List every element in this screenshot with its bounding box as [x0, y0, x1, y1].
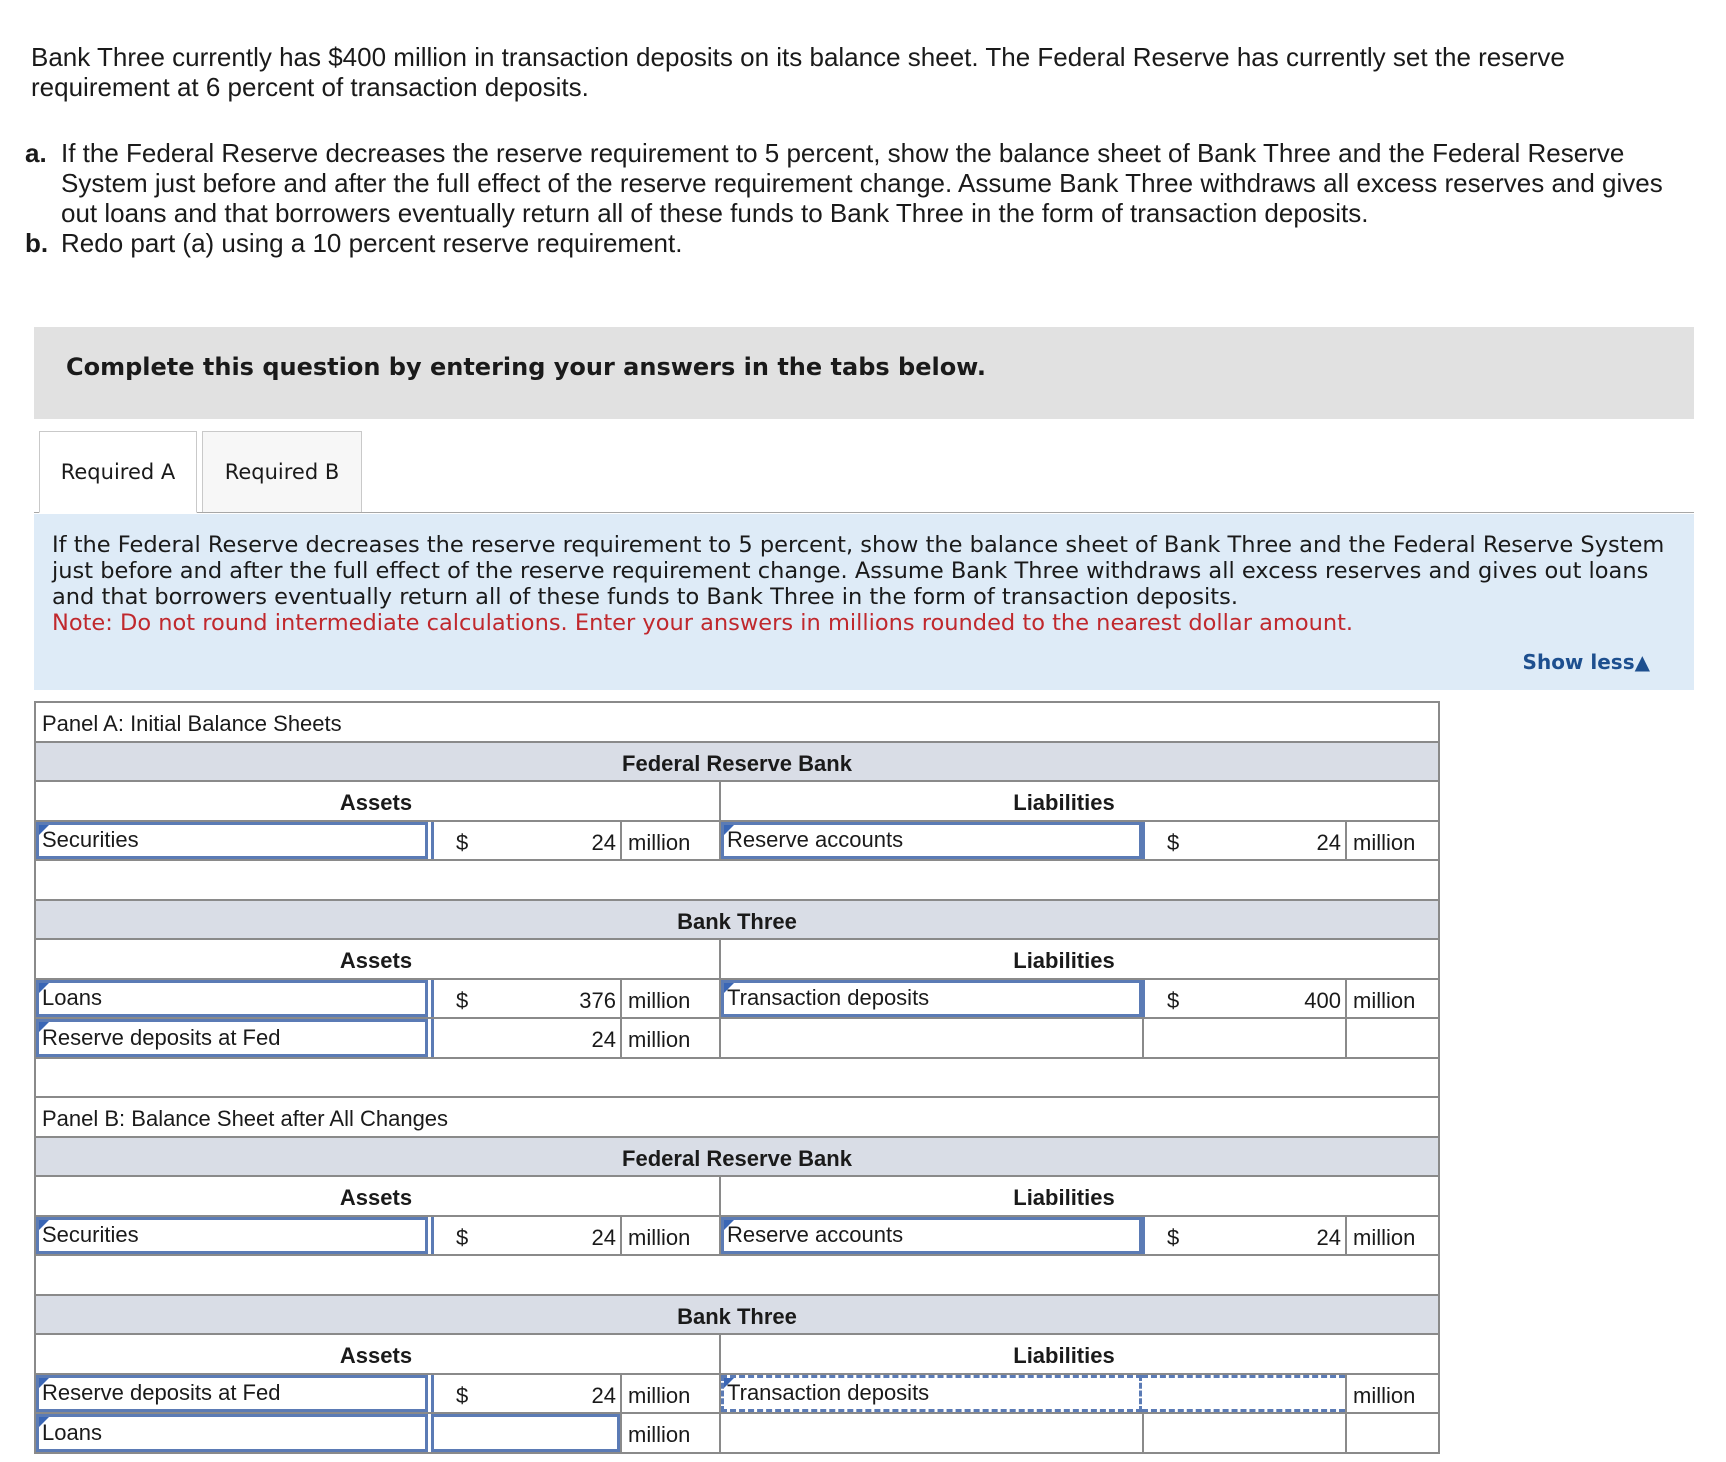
dollar-sign: $ [1167, 987, 1180, 1013]
tab-required-a[interactable]: Required A [39, 431, 197, 513]
panel-a-fed-header [36, 743, 1438, 783]
instructions-note: Note: Do not round intermediate calculations. Enter your answers in millions rounded to the nearest dollar amount. [52, 610, 1354, 636]
panel-a-bank-title: Bank Three [677, 908, 797, 934]
unit-million: million [1353, 1224, 1416, 1250]
unit-million: million [1353, 1382, 1416, 1408]
panel-b-bank-asset1-label[interactable]: Reserve deposits at Fed [36, 1375, 428, 1413]
question-parts [25, 138, 1665, 258]
dollar-sign: $ [456, 829, 469, 855]
assets-header: Assets [339, 948, 413, 973]
panel-b-bank-liab-value-input[interactable] [1142, 1375, 1345, 1413]
panel-b-fed-title: Federal Reserve Bank [622, 1145, 852, 1171]
dollar-sign: $ [1167, 829, 1180, 855]
panel-b-fed-asset-label[interactable]: Securities [36, 1217, 428, 1255]
banner-text: Complete this question by entering your answers in the tabs below. [66, 353, 986, 381]
show-less-label: Show less [1522, 650, 1635, 674]
panel-a-fed-liab-value[interactable]: 24 [1316, 829, 1341, 855]
tab-divider [34, 512, 1694, 513]
panel-b-fed-liab-label[interactable]: Reserve accounts [721, 1217, 1142, 1255]
liabilities-header: Liabilities [1013, 1185, 1115, 1210]
spacer-row [36, 861, 1438, 901]
unit-million: million [628, 1224, 691, 1250]
spacer-row [36, 1256, 1438, 1296]
instructions-text [52, 532, 1677, 636]
question-intro: Bank Three currently has $400 million in transaction deposits on its balance sheet. The Federal Reserve has currently set the reserve requirement at 6 percent of transaction deposits. [31, 42, 1565, 102]
panel-b-bank-asset2-label[interactable]: Loans [36, 1414, 428, 1452]
panel-a-title: Panel A: Initial Balance Sheets [42, 711, 342, 736]
dollar-sign: $ [1167, 1224, 1180, 1250]
panel-a-bank-row-2 [36, 1019, 1438, 1059]
panel-a-bank-liab-value[interactable]: 400 [1304, 987, 1341, 1013]
panel-a-bank-row-1 [36, 980, 1438, 1020]
instruction-banner [34, 327, 1694, 419]
triangle-up-icon: ▲ [1634, 650, 1650, 674]
panel-a-bank-liab-label[interactable]: Transaction deposits [721, 980, 1142, 1018]
unit-million: million [1353, 987, 1416, 1013]
dollar-sign: $ [456, 987, 469, 1013]
unit-million: million [628, 987, 691, 1013]
part-a [25, 138, 1665, 228]
part-a-letter: a. [25, 138, 47, 168]
panel-b-bank-row-1 [36, 1375, 1438, 1415]
part-a-text: If the Federal Reserve decreases the reserve requirement to 5 percent, show the balance sheet of Bank Three and the Federal Reserve System just before and after the full effect of the reserve requirement change. Assume Bank Three withdraws all excess reserves and gives out loans and that borrowers eventually return all of these funds to Bank Three in the form of transaction deposits. [61, 138, 1663, 228]
panel-b-bank-title: Bank Three [677, 1303, 797, 1329]
panel-a-fed-row [36, 822, 1438, 862]
panel-b-bank-header [36, 1296, 1438, 1336]
assets-header: Assets [339, 1343, 413, 1368]
unit-million: million [628, 1422, 691, 1447]
liabilities-header: Liabilities [1013, 790, 1115, 815]
panel-a-fed-title: Federal Reserve Bank [622, 750, 852, 776]
spacer-row [36, 1059, 1438, 1099]
panel-b-bank-asset2-value-input[interactable] [431, 1414, 620, 1452]
instructions-body: If the Federal Reserve decreases the reserve requirement to 5 percent, show the balance sheet of Bank Three and the Federal Reserve System just before and after the full effect of the reserve requirement change. Assume Bank Three withdraws all excess reserves and gives out loans and that borrowers eventually return all of these funds to Bank Three in the form of transaction deposits. [52, 532, 1665, 610]
panel-a-fed-asset-label[interactable]: Securities [36, 822, 428, 860]
panel-a-bank-asset1-label[interactable]: Loans [36, 980, 428, 1018]
panel-b-title-row [36, 1098, 1438, 1138]
tab-required-b[interactable]: Required B [202, 431, 362, 513]
panel-a-bank-col-headers [36, 940, 1438, 980]
part-b [25, 228, 1665, 258]
panel-b-bank-col-headers [36, 1335, 1438, 1375]
panel-b-fed-header [36, 1138, 1438, 1178]
unit-million: million [628, 829, 691, 855]
balance-sheet-table [34, 701, 1440, 1454]
panel-b-fed-asset-value[interactable]: 24 [591, 1224, 616, 1250]
show-less-link[interactable] [1523, 649, 1650, 675]
assets-header: Assets [339, 1185, 413, 1210]
panel-a-fed-liab-label[interactable]: Reserve accounts [721, 822, 1142, 860]
panel-a-fed-col-headers [36, 782, 1438, 822]
part-b-text: Redo part (a) using a 10 percent reserve requirement. [61, 228, 683, 258]
liabilities-header: Liabilities [1013, 948, 1115, 973]
panel-b-fed-row [36, 1217, 1438, 1257]
panel-a-fed-asset-value[interactable]: 24 [591, 829, 616, 855]
panel-b-title: Panel B: Balance Sheet after All Changes [42, 1106, 449, 1131]
unit-million: million [1353, 829, 1416, 855]
panel-a-bank-asset2-value[interactable]: 24 [591, 1027, 616, 1052]
dollar-sign: $ [456, 1224, 469, 1250]
dollar-sign: $ [456, 1382, 469, 1408]
panel-a-bank-header [36, 901, 1438, 941]
panel-b-fed-liab-value[interactable]: 24 [1316, 1224, 1341, 1250]
liabilities-header: Liabilities [1013, 1343, 1115, 1368]
panel-b-bank-row-2 [36, 1414, 1438, 1454]
panel-b-bank-liab-label[interactable]: Transaction deposits [721, 1375, 1142, 1413]
assets-header: Assets [339, 790, 413, 815]
panel-b-fed-col-headers [36, 1177, 1438, 1217]
panel-b-bank-asset1-value[interactable]: 24 [591, 1382, 616, 1408]
panel-a-bank-asset2-label[interactable]: Reserve deposits at Fed [36, 1019, 428, 1057]
instructions-panel [34, 514, 1694, 690]
panel-a-title-row [36, 703, 1438, 743]
part-b-letter: b. [25, 228, 49, 258]
unit-million: million [628, 1027, 691, 1052]
panel-a-bank-asset1-value[interactable]: 376 [579, 987, 616, 1013]
unit-million: million [628, 1382, 691, 1408]
